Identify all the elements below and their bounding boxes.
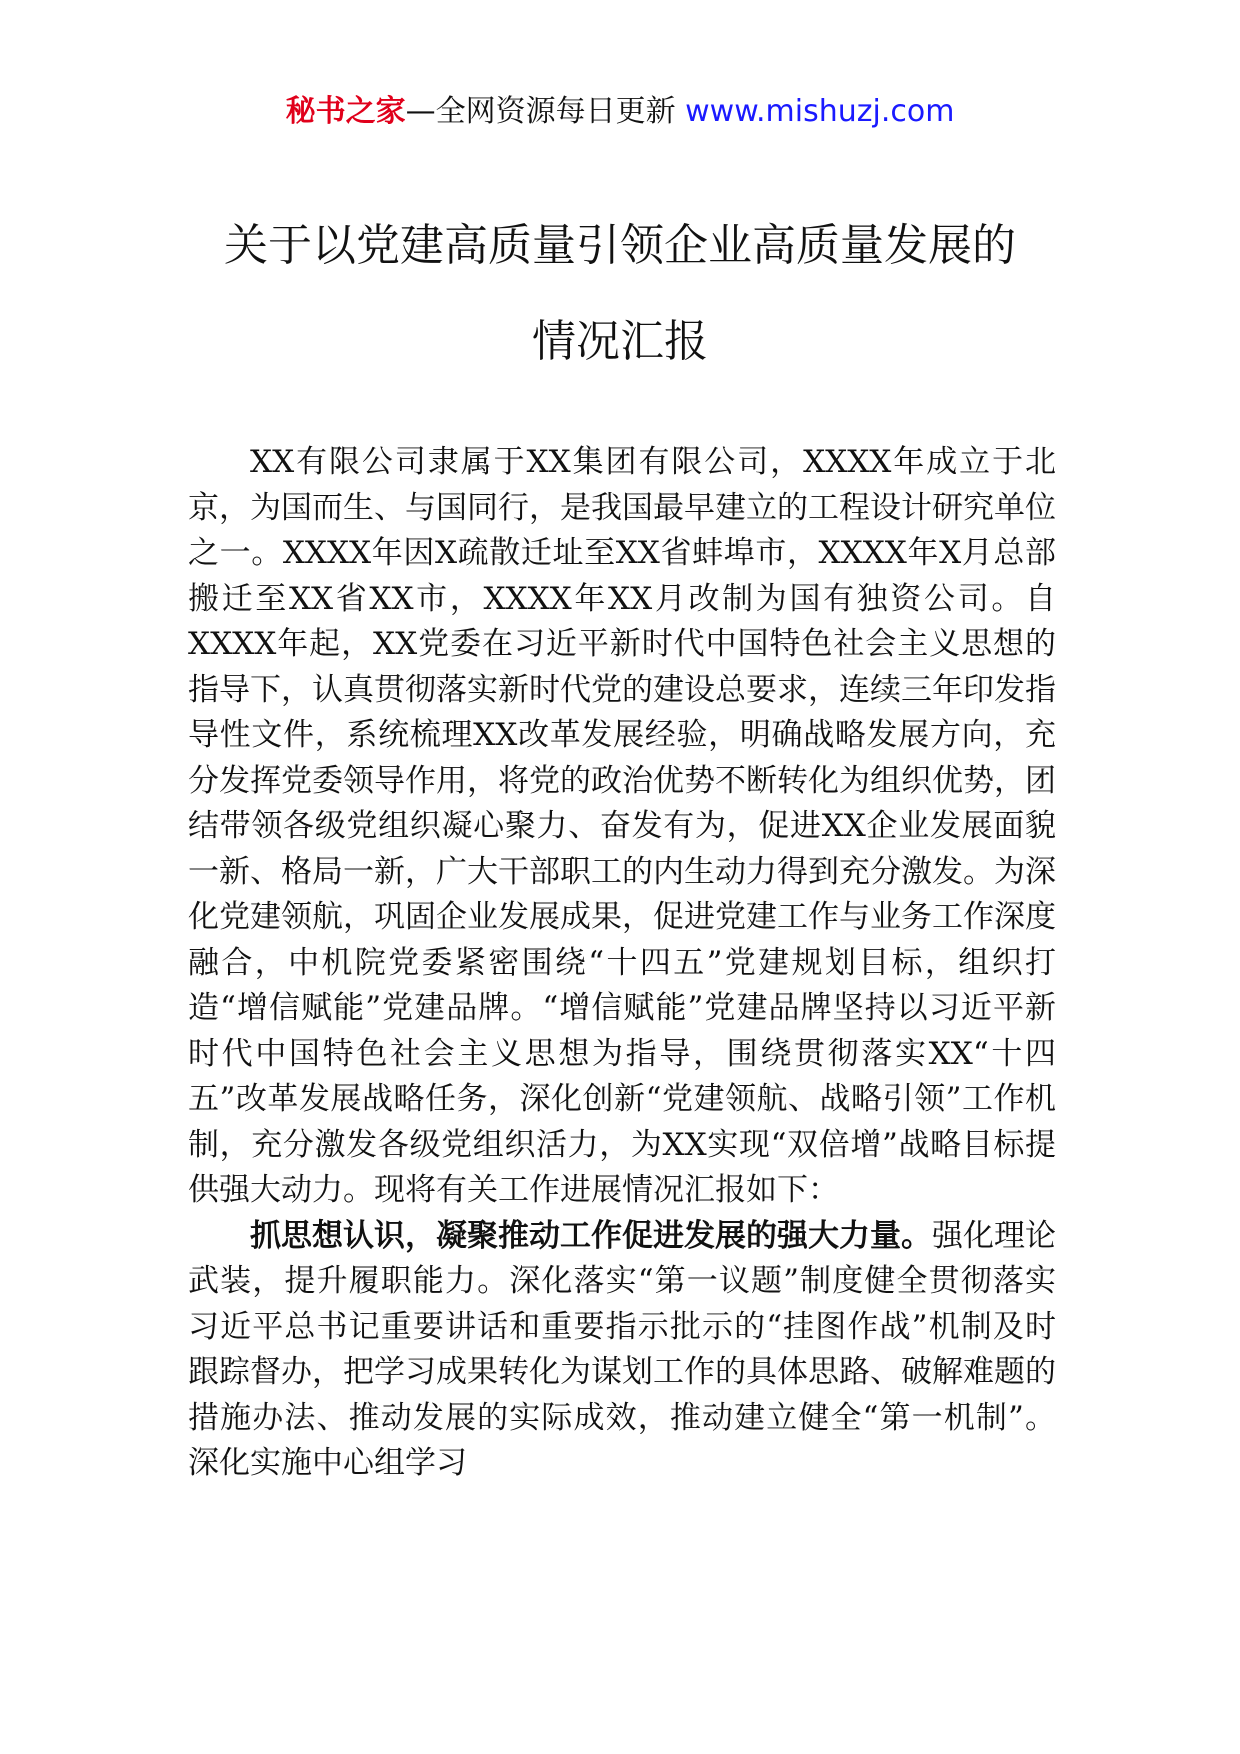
document-title xyxy=(150,198,1090,390)
section-1-text: 强化理论武装，提升履职能力。深化落实“第一议题”制度健全贯彻落实习近平总书记重要讲话和重要指示批示的“挂图作战”机制及时跟踪督办，把学习成果转化为谋划工作的具体思路、破解难题的措施办法、推动发展的实际成效，推动建立健全“第一机制”。深化实施中心组学习 xyxy=(188,1217,1056,1481)
site-header xyxy=(0,92,1240,132)
paragraph-intro: XX有限公司隶属于XX集团有限公司，XXXX年成立于北京，为国而生、与国同行，是我国最早建立的工程设计研究单位之一。XXXX年因X疏散迁址至XX省蚌埠市，XXXX年X月总部搬迁至XX省XX市，XXXX年XX月改制为国有独资公司。自XXXX年起，XX党委在习近平新时代中国特色社会主义思想的指导下，认真贯彻落实新时代党的建设总要求，连续三年印发指导性文件，系统梳理XX改革发展经验，明确战略发展方向，充分发挥党委领导作用，将党的政治优势不断转化为组织优势，团结带领各级党组织凝心聚力、奋发有为，促进XX企业发展面貌一新、格局一新，广大干部职工的内生动力得到充分激发。为深化党建领航，巩固企业发展成果，促进党建工作与业务工作深度融合，中机院党委紧密围绕“十四五”党建规划目标，组织打造“增信赋能”党建品牌。“增信赋能”党建品牌坚持以习近平新时代中国特色社会主义思想为指导，围绕贯彻落实XX“十四五”改革发展战略任务，深化创新“党建领航、战略引领”工作机制，充分激发各级党组织活力，为XX实现“双倍增”战略目标提供强大动力。现将有关工作进展情况汇报如下： xyxy=(188,444,1056,1208)
document-body xyxy=(188,440,1056,1487)
site-url-link[interactable]: www.mishuzj.com xyxy=(685,94,955,129)
title-line-1: 关于以党建高质量引领企业高质量发展的 xyxy=(224,220,1016,271)
paragraph-section-1 xyxy=(188,1214,1056,1487)
site-brand: 秘书之家 xyxy=(285,94,406,129)
title-line-2: 情况汇报 xyxy=(532,316,708,367)
section-1-heading: 抓思想认识，凝聚推动工作促进发展的强大力量。 xyxy=(250,1217,932,1254)
header-tagline: —全网资源每日更新 xyxy=(405,94,686,129)
